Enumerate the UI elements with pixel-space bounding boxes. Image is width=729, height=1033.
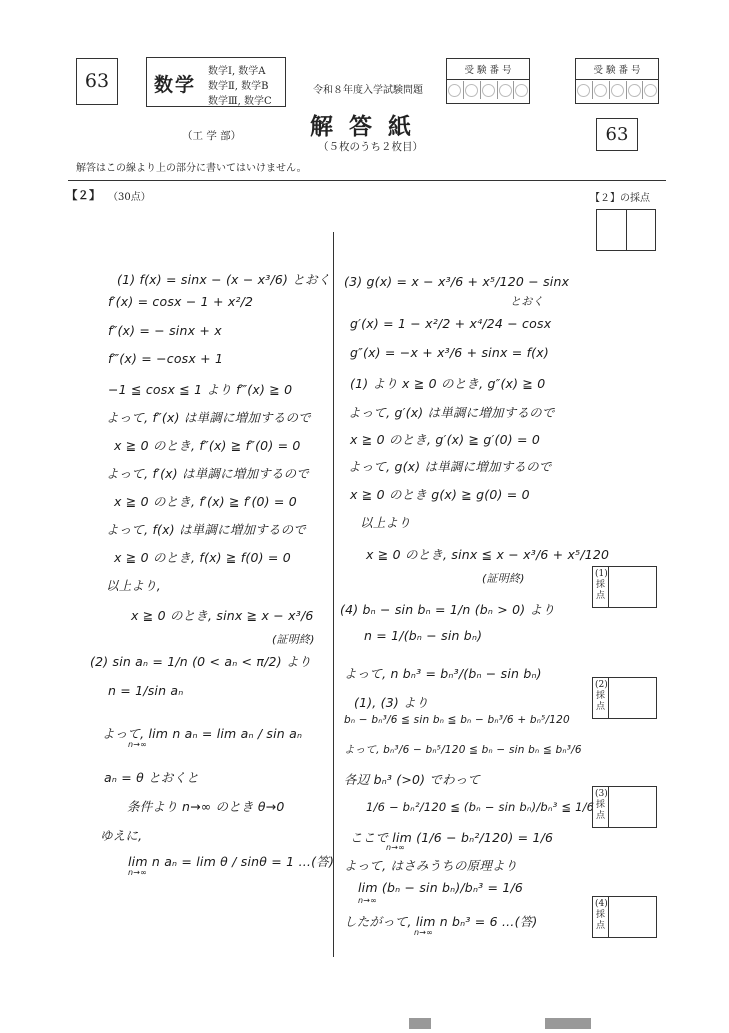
candidate-id-label-2: 受 験 番 号 — [593, 65, 641, 76]
score-box-2[interactable] — [592, 677, 657, 719]
right-line-24: したがって, lim n bₙ³ = 6 …(答) — [344, 914, 538, 929]
right-line-3: g′(x) = 1 − x²/2 + x⁴/24 − cosx — [350, 316, 552, 331]
exam-title: 令和８年度入学試験問題 — [313, 85, 423, 96]
right-lim-sub-3: n→∞ — [414, 928, 434, 937]
right-line-21: ここで lim (1/6 − bₙ²/120) = 1/6 — [350, 830, 554, 845]
right-lim-sub-1: n→∞ — [386, 843, 406, 852]
right-line-4: g″(x) = −x + x³/6 + sinx = f(x) — [350, 345, 549, 360]
right-line-2: とおく — [510, 295, 544, 308]
candidate-id-box-1[interactable] — [446, 58, 530, 104]
score-box-label-1: (1)採点 — [595, 569, 608, 601]
warning-text: 解答はこの線より上の部分に書いてはいけません。 — [76, 163, 307, 174]
subject-title: 数学 — [154, 74, 197, 96]
left-line-16: n = 1/sin aₙ — [108, 683, 184, 698]
right-line-17: bₙ − bₙ³/6 ≦ sin bₙ ≦ bₙ − bₙ³/6 + bₙ⁵/120 — [344, 714, 570, 726]
left-line-14: (証明終) — [272, 633, 315, 646]
question-label: 【２】 — [66, 188, 101, 202]
left-line-7: x ≧ 0 のとき, f″(x) ≧ f″(0) = 0 — [114, 438, 301, 453]
right-lim-sub-2: n→∞ — [358, 896, 378, 905]
registration-mark-right — [545, 1018, 591, 1029]
sheet-note: （５枚のうち２枚目） — [318, 141, 423, 153]
question-points: （30点） — [108, 192, 151, 203]
right-line-12: (証明終) — [482, 572, 525, 585]
right-line-8: よって, g(x) は単調に増加するので — [348, 459, 552, 474]
left-line-19: 条件より n→∞ のとき θ→0 — [127, 799, 285, 814]
left-line-12: 以上より, — [106, 578, 161, 593]
subject-line-1: 数学Ⅰ, 数学A — [208, 66, 266, 77]
left-line-8: よって, f′(x) は単調に増加するので — [106, 466, 310, 481]
column-divider — [333, 232, 334, 957]
exam-number-right: 63 — [605, 124, 629, 145]
right-line-15: よって, n bₙ³ = bₙ³/(bₙ − sin bₙ) — [344, 666, 542, 681]
left-line-9: x ≧ 0 のとき, f′(x) ≧ f′(0) = 0 — [114, 494, 297, 509]
left-line-10: よって, f(x) は単調に増加するので — [106, 522, 306, 537]
scoring-label: 【２】の採点 — [590, 193, 650, 204]
left-line-11: x ≧ 0 のとき, f(x) ≧ f(0) = 0 — [114, 550, 291, 565]
score-box-label-3: (3)採点 — [595, 789, 608, 821]
right-line-10: 以上より — [360, 515, 411, 530]
left-line-17: よって, lim n aₙ = lim aₙ / sin aₙ — [102, 726, 303, 741]
right-line-22: よって, はさみうちの原理より — [344, 858, 518, 873]
left-line-15: (2) sin aₙ = 1/n (0 < aₙ < π/2) より — [90, 654, 312, 669]
left-line-6: よって, f″(x) は単調に増加するので — [106, 410, 311, 425]
left-line-20: ゆえに, — [100, 828, 143, 843]
candidate-id-label: 受 験 番 号 — [464, 65, 512, 76]
subject-line-3: 数学Ⅲ, 数学C — [208, 96, 272, 107]
left-line-5: −1 ≦ cosx ≦ 1 より f‴(x) ≧ 0 — [108, 382, 293, 397]
right-line-11: x ≧ 0 のとき, sinx ≦ x − x³/6 + x⁵/120 — [366, 547, 610, 562]
left-lim-sub-1: n→∞ — [128, 740, 148, 749]
left-line-21: lim n aₙ = lim θ / sinθ = 1 …(答) — [128, 854, 335, 869]
subject-line-2: 数学Ⅱ, 数学B — [208, 81, 269, 92]
right-line-14: n = 1/(bₙ − sin bₙ) — [364, 628, 483, 643]
candidate-id-box-2[interactable] — [575, 58, 659, 104]
right-line-18: よって, bₙ³/6 − bₙ⁵/120 ≦ bₙ − sin bₙ ≦ bₙ³/6 — [344, 744, 582, 756]
sheet-title: 解 答 紙 — [310, 113, 416, 140]
right-line-19: 各辺 bₙ³ (>0) でわって — [344, 772, 481, 787]
left-line-18: aₙ = θ とおくと — [104, 770, 199, 785]
total-score-box[interactable] — [596, 209, 656, 251]
right-line-1: (3) g(x) = x − x³/6 + x⁵/120 − sinx — [344, 274, 570, 289]
right-line-6: よって, g′(x) は単調に増加するので — [348, 405, 555, 420]
right-line-16: (1), (3) より — [354, 695, 429, 710]
right-line-20: 1/6 − bₙ²/120 ≦ (bₙ − sin bₙ)/bₙ³ ≦ 1/6 — [366, 800, 595, 814]
right-line-9: x ≧ 0 のとき g(x) ≧ g(0) = 0 — [350, 487, 530, 502]
score-box-label-2: (2)採点 — [595, 680, 608, 712]
score-box-label-4: (4)採点 — [595, 899, 608, 931]
left-line-3: f″(x) = − sinx + x — [108, 323, 222, 338]
left-lim-sub-2: n→∞ — [128, 868, 148, 877]
left-line-2: f′(x) = cosx − 1 + x²/2 — [108, 294, 254, 309]
exam-number: 63 — [84, 70, 110, 92]
right-line-13: (4) bₙ − sin bₙ = 1/n (bₙ > 0) より — [340, 602, 555, 617]
left-line-4: f‴(x) = −cosx + 1 — [108, 351, 224, 366]
faculty: （工 学 部） — [182, 130, 242, 142]
left-line-1: (1) f(x) = sinx − (x − x³/6) とおく — [117, 272, 331, 287]
score-box-4[interactable] — [592, 896, 657, 938]
left-line-13: x ≧ 0 のとき, sinx ≧ x − x³/6 — [131, 608, 314, 623]
right-line-5: (1) より x ≧ 0 のとき, g″(x) ≧ 0 — [350, 376, 546, 391]
registration-mark-left — [409, 1018, 431, 1029]
score-box-1[interactable] — [592, 566, 657, 608]
right-line-23: lim (bₙ − sin bₙ)/bₙ³ = 1/6 — [358, 880, 524, 895]
right-line-7: x ≧ 0 のとき, g′(x) ≧ g′(0) = 0 — [350, 432, 540, 447]
score-box-3[interactable] — [592, 786, 657, 828]
top-rule — [68, 180, 666, 181]
